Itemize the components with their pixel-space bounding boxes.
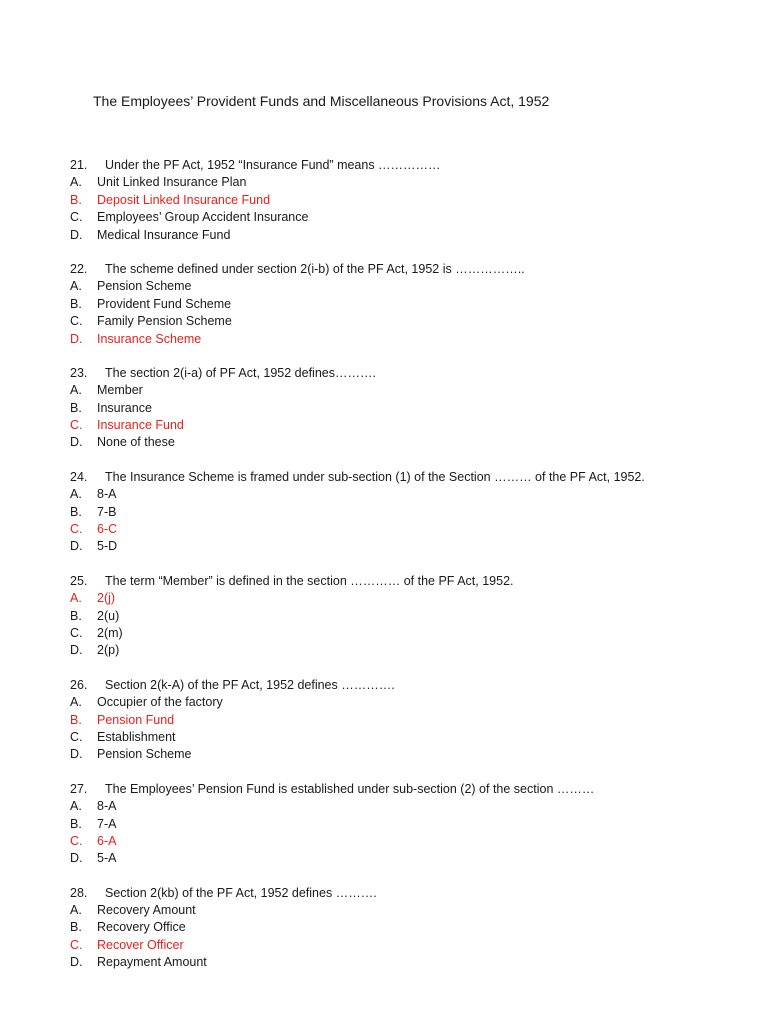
answer-option-highlighted — [70, 590, 760, 607]
answer-option — [70, 313, 760, 330]
answer-option — [70, 902, 760, 919]
question-line — [70, 781, 760, 798]
answer-option-highlighted — [70, 833, 760, 850]
option-letter: A. — [70, 175, 82, 190]
answer-option — [70, 816, 760, 833]
answer-option-highlighted — [70, 712, 760, 729]
answer-option — [70, 538, 760, 555]
option-text: Pension Scheme — [97, 279, 192, 294]
option-text: 2(u) — [97, 608, 120, 623]
answer-option-highlighted — [70, 417, 760, 434]
option-letter: B. — [70, 712, 82, 727]
option-text: Repayment Amount — [97, 955, 207, 970]
question-number: 28. — [70, 885, 88, 900]
option-letter: D. — [70, 643, 83, 658]
question-text: The section 2(i-a) of PF Act, 1952 defines………. — [105, 365, 376, 380]
option-letter: C. — [70, 522, 83, 537]
option-letter: A. — [70, 799, 82, 814]
option-letter: A. — [70, 591, 82, 606]
question-item — [70, 781, 760, 868]
option-letter: C. — [70, 418, 83, 433]
document-title: The Employees’ Provident Funds and Miscellaneous Provisions Act, 1952 — [93, 93, 550, 109]
question-line — [70, 573, 760, 590]
option-text: Recover Officer — [97, 937, 184, 952]
question-line — [70, 157, 760, 174]
question-text: Section 2(kb) of the PF Act, 1952 defines ………. — [105, 885, 377, 900]
question-number: 27. — [70, 781, 88, 796]
question-list — [70, 157, 760, 989]
option-text: Member — [97, 383, 143, 398]
question-item — [70, 261, 760, 348]
question-text: Section 2(k-A) of the PF Act, 1952 defines …………. — [105, 677, 395, 692]
answer-option — [70, 625, 760, 642]
option-letter: C. — [70, 314, 83, 329]
question-item — [70, 365, 760, 452]
answer-option — [70, 746, 760, 763]
question-line — [70, 885, 760, 902]
option-letter: C. — [70, 210, 83, 225]
option-letter: D. — [70, 851, 83, 866]
option-text: 7-A — [97, 816, 117, 831]
answer-option — [70, 174, 760, 191]
option-text: 7-B — [97, 504, 117, 519]
question-text: Under the PF Act, 1952 “Insurance Fund” means …………… — [105, 158, 441, 172]
option-text: Recovery Amount — [97, 903, 196, 918]
answer-option — [70, 227, 760, 244]
option-letter: D. — [70, 539, 83, 554]
question-line — [70, 261, 760, 278]
answer-option — [70, 400, 760, 417]
question-item — [70, 677, 760, 764]
answer-option-highlighted — [70, 937, 760, 954]
option-letter: A. — [70, 383, 82, 398]
question-number: 22. — [70, 261, 88, 276]
option-letter: B. — [70, 192, 82, 207]
option-text: Establishment — [97, 729, 176, 744]
option-text: Occupier of the factory — [97, 695, 223, 710]
question-text: The term “Member” is defined in the section ………… of the PF Act, 1952. — [105, 573, 514, 588]
option-text: Family Pension Scheme — [97, 314, 232, 329]
option-letter: B. — [70, 608, 82, 623]
option-text: None of these — [97, 435, 175, 450]
option-text: 2(j) — [97, 591, 116, 606]
question-text: The Insurance Scheme is framed under sub-section (1) of the Section ……… of the PF Act, 1952. — [105, 469, 645, 484]
answer-option — [70, 486, 760, 503]
option-text: 5-A — [97, 851, 117, 866]
option-text: 6-C — [97, 522, 118, 537]
option-letter: D. — [70, 747, 83, 762]
option-text: Insurance — [97, 400, 152, 415]
option-letter: B. — [70, 816, 82, 831]
option-text: Employees’ Group Accident Insurance — [97, 210, 309, 225]
option-letter: A. — [70, 487, 82, 502]
answer-option — [70, 798, 760, 815]
question-text: The scheme defined under section 2(i-b) of the PF Act, 1952 is …………….. — [105, 261, 525, 276]
question-number: 25. — [70, 573, 88, 588]
option-letter: A. — [70, 695, 82, 710]
option-text: Medical Insurance Fund — [97, 227, 231, 242]
question-item — [70, 157, 760, 244]
question-line — [70, 469, 760, 486]
option-text: 8-A — [97, 799, 117, 814]
answer-option — [70, 296, 760, 313]
answer-option — [70, 504, 760, 521]
option-text: Deposit Linked Insurance Fund — [97, 192, 271, 207]
question-number: 26. — [70, 677, 88, 692]
option-letter: D. — [70, 955, 83, 970]
option-text: Pension Scheme — [97, 747, 192, 762]
answer-option-highlighted — [70, 521, 760, 538]
answer-option — [70, 642, 760, 659]
option-letter: A. — [70, 903, 82, 918]
option-text: 2(p) — [97, 643, 120, 658]
option-letter: B. — [70, 504, 82, 519]
question-text: The Employees’ Pension Fund is established under sub-section (2) of the section ……… — [105, 781, 595, 796]
answer-option — [70, 850, 760, 867]
option-letter: B. — [70, 920, 82, 935]
option-text: Insurance Scheme — [97, 331, 202, 346]
answer-option — [70, 434, 760, 451]
answer-option — [70, 954, 760, 971]
option-letter: C. — [70, 625, 83, 640]
question-line — [70, 365, 760, 382]
option-letter: D. — [70, 331, 83, 346]
option-letter: A. — [70, 279, 82, 294]
question-number: 24. — [70, 469, 88, 484]
option-letter: C. — [70, 833, 83, 848]
option-text: Provident Fund Scheme — [97, 296, 232, 311]
answer-option — [70, 382, 760, 399]
question-item — [70, 573, 760, 660]
answer-option — [70, 209, 760, 226]
option-text: Unit Linked Insurance Plan — [97, 175, 247, 190]
question-number: 23. — [70, 365, 88, 380]
answer-option — [70, 278, 760, 295]
answer-option — [70, 608, 760, 625]
option-letter: C. — [70, 729, 83, 744]
answer-option — [70, 919, 760, 936]
question-item — [70, 469, 760, 556]
option-letter: B. — [70, 296, 82, 311]
question-line — [70, 677, 760, 694]
answer-option-highlighted — [70, 331, 760, 348]
question-number: 21. — [70, 158, 88, 172]
option-text: 6-A — [97, 833, 117, 848]
question-item — [70, 885, 760, 972]
answer-option — [70, 729, 760, 746]
option-text: 5-D — [97, 539, 118, 554]
option-text: 2(m) — [97, 625, 123, 640]
option-letter: D. — [70, 435, 83, 450]
option-letter: D. — [70, 227, 83, 242]
option-letter: C. — [70, 937, 83, 952]
option-letter: B. — [70, 400, 82, 415]
answer-option — [70, 694, 760, 711]
option-text: Recovery Office — [97, 920, 186, 935]
answer-option-highlighted — [70, 192, 760, 209]
option-text: Pension Fund — [97, 712, 175, 727]
option-text: 8-A — [97, 487, 117, 502]
option-text: Insurance Fund — [97, 418, 184, 433]
